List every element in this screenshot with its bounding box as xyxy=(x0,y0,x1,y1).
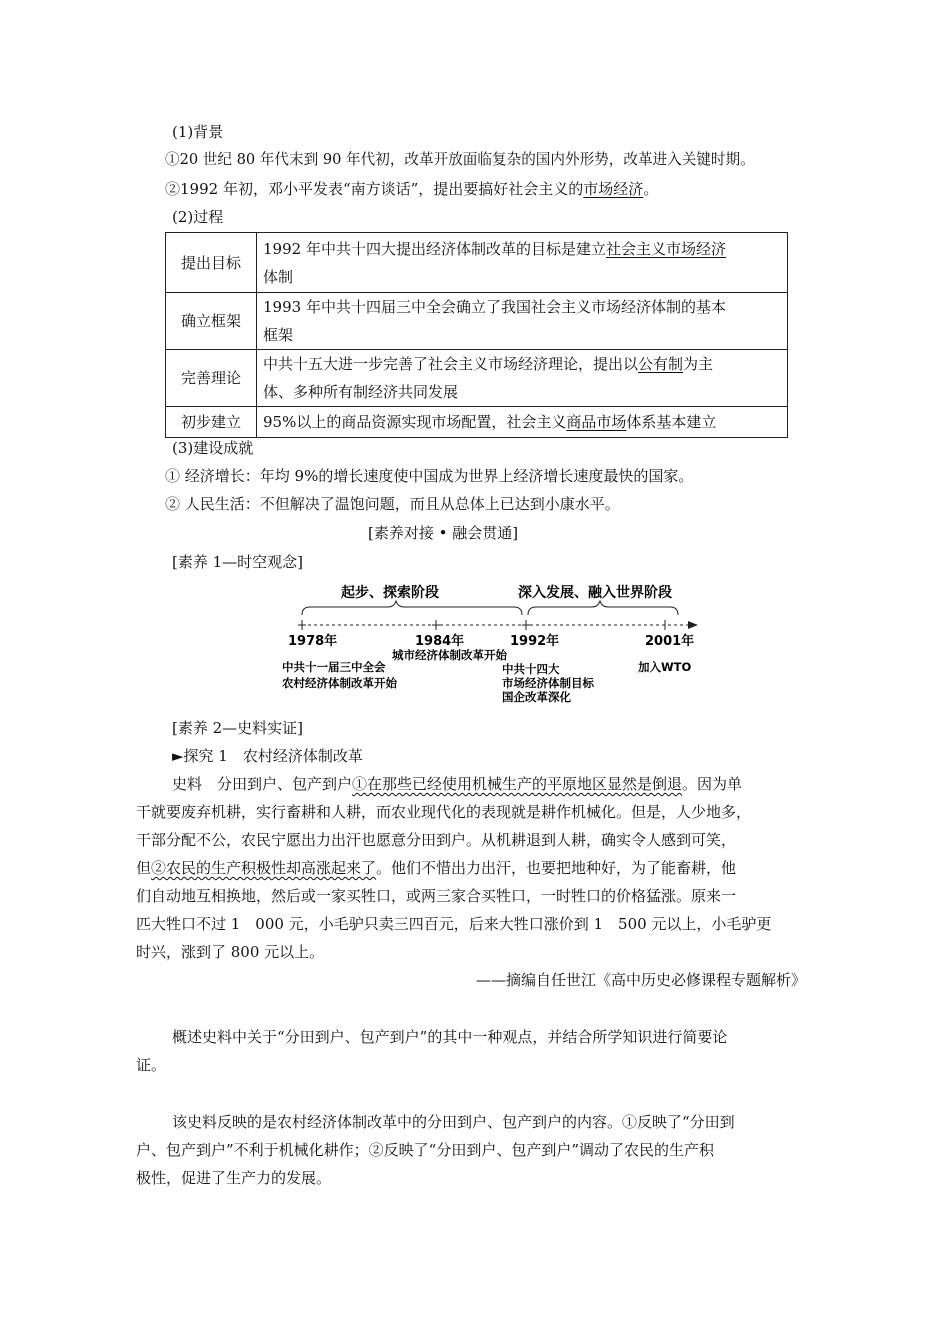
passage-line-2: 干就要废弃机耕，实行畜耕和人耕，而农业现代化的表现就是耕作机械化。但是，人少地多， xyxy=(136,803,752,821)
passage-line-4: 但②农民的生产积极性却高涨起来了。他们不惜出力出汗，也要把地种好，为了能畜耕，他 xyxy=(136,859,737,877)
question-line-1: 概述史料中关于“分田到户、包产到户”的其中一种观点，并结合所学知识进行简要论 xyxy=(172,1028,728,1046)
stage-1-label: 起步、探索阶段 xyxy=(341,585,439,601)
achievement-item-1: ① 经济增长：年均 9%的增长速度使中国成为世界上经济增长速度最快的国家。 xyxy=(165,467,694,485)
stage-2-label: 深入发展、融入世界阶段 xyxy=(518,585,672,601)
row-value: 中共十五大进一步完善了社会主义市场经济理论，提出以公有制为主 体、多种所有制经济共同发展 xyxy=(257,350,788,407)
background-heading: (1)背景 xyxy=(172,123,224,141)
table-row xyxy=(166,350,788,407)
event-1978-a: 中共十一届三中全会 xyxy=(282,660,386,674)
literacy-banner: [素养对接 • 融会贯通] xyxy=(368,524,519,542)
answer-line-1: 该史料反映的是农村经济体制改革中的分田到户、包产到户的内容。①反映了“分田到 xyxy=(172,1113,735,1131)
year-1978: 1978年 xyxy=(288,634,338,649)
event-2001: 加入WTO xyxy=(638,660,692,674)
row-key: 确立框架 xyxy=(166,293,257,350)
process-heading: (2)过程 xyxy=(172,208,224,226)
wavy-quote-2: ②农民的生产积极性却高涨起来了 xyxy=(151,859,377,877)
passage-line-5: 们自动地互相换地，然后或一家买牲口，或两三家合买牲口，一时牲口的价格猛涨。原来一 xyxy=(136,887,737,905)
event-1992-b: 市场经济体制目标 xyxy=(502,676,594,690)
row-value: 1993 年中共十四届三中全会确立了我国社会主义市场经济体制的基本 框架 xyxy=(257,293,788,350)
row-key: 提出目标 xyxy=(166,233,257,293)
passage-line-7: 时兴，涨到了 800 元以上。 xyxy=(136,943,325,961)
wavy-quote-1: ①在那些已经使用机械生产的平原地区显然是倒退 xyxy=(352,775,683,793)
answer-line-2: 户、包产到户”不利于机械化耕作；②反映了“分田到户、包产到户”调动了农民的生产积 xyxy=(136,1141,715,1159)
literacy-2-label: [素养 2—史料实证] xyxy=(172,719,304,737)
table-row xyxy=(166,233,788,293)
year-2001: 2001年 xyxy=(645,634,695,649)
achievement-heading: (3)建设成就 xyxy=(172,439,254,457)
underlined-term: 市场经济 xyxy=(583,180,644,198)
passage-line-6: 匹大牲口不过 1 000 元，小毛驴只卖三四百元，后来大牲口涨价到 1 500 元以上，小毛驴更 xyxy=(136,915,772,933)
answer-line-3: 极性，促进了生产力的发展。 xyxy=(136,1169,332,1187)
event-1992-c: 国企改革深化 xyxy=(502,690,571,704)
table-row xyxy=(166,293,788,350)
process-table xyxy=(165,232,788,438)
literacy-1-label: [素养 1—时空观念] xyxy=(172,553,304,571)
row-key: 初步建立 xyxy=(166,407,257,438)
event-1992-a: 中共十四大 xyxy=(502,662,560,676)
timeline-arrow xyxy=(688,621,698,629)
row-key: 完善理论 xyxy=(166,350,257,407)
inquiry-title: ►探究 1 农村经济体制改革 xyxy=(172,747,363,765)
table-row xyxy=(166,407,788,438)
achievement-item-2: ② 人民生活：不但解决了温饱问题，而且从总体上已达到小康水平。 xyxy=(165,495,620,513)
reform-timeline xyxy=(270,575,710,705)
stage-2-brace xyxy=(528,601,678,615)
passage-source: ——摘编自任世江《高中历史必修课程专题解析》 xyxy=(476,971,807,989)
event-1978-b: 农村经济体制改革开始 xyxy=(282,676,397,690)
background-item-2: ②1992 年初，邓小平发表“南方谈话”，提出要搞好社会主义的市场经济。 xyxy=(165,180,659,198)
question-line-2: 证。 xyxy=(136,1056,167,1074)
passage-line-3: 干部分配不公，农民宁愿出力出汗也愿意分田到户。从机耕退到人耕，确实令人感到可笑， xyxy=(136,831,737,849)
background-item-1: ①20 世纪 80 年代末到 90 年代初，改革开放面临复杂的国内外形势，改革进入关键时期。 xyxy=(165,151,755,168)
year-1992: 1992年 xyxy=(510,634,560,649)
year-1984: 1984年 xyxy=(415,634,465,649)
stage-1-brace xyxy=(302,601,522,615)
row-value: 95%以上的商品资源实现市场配置，社会主义商品市场体系基本建立 xyxy=(257,407,788,438)
passage-line-1: 史料 分田到户、包产到户①在那些已经使用机械生产的平原地区显然是倒退。因为单 xyxy=(172,775,743,793)
event-1984: 城市经济体制改革开始 xyxy=(392,648,507,662)
row-value: 1992 年中共十四大提出经济体制改革的目标是建立社会主义市场经济 体制 xyxy=(257,233,788,293)
